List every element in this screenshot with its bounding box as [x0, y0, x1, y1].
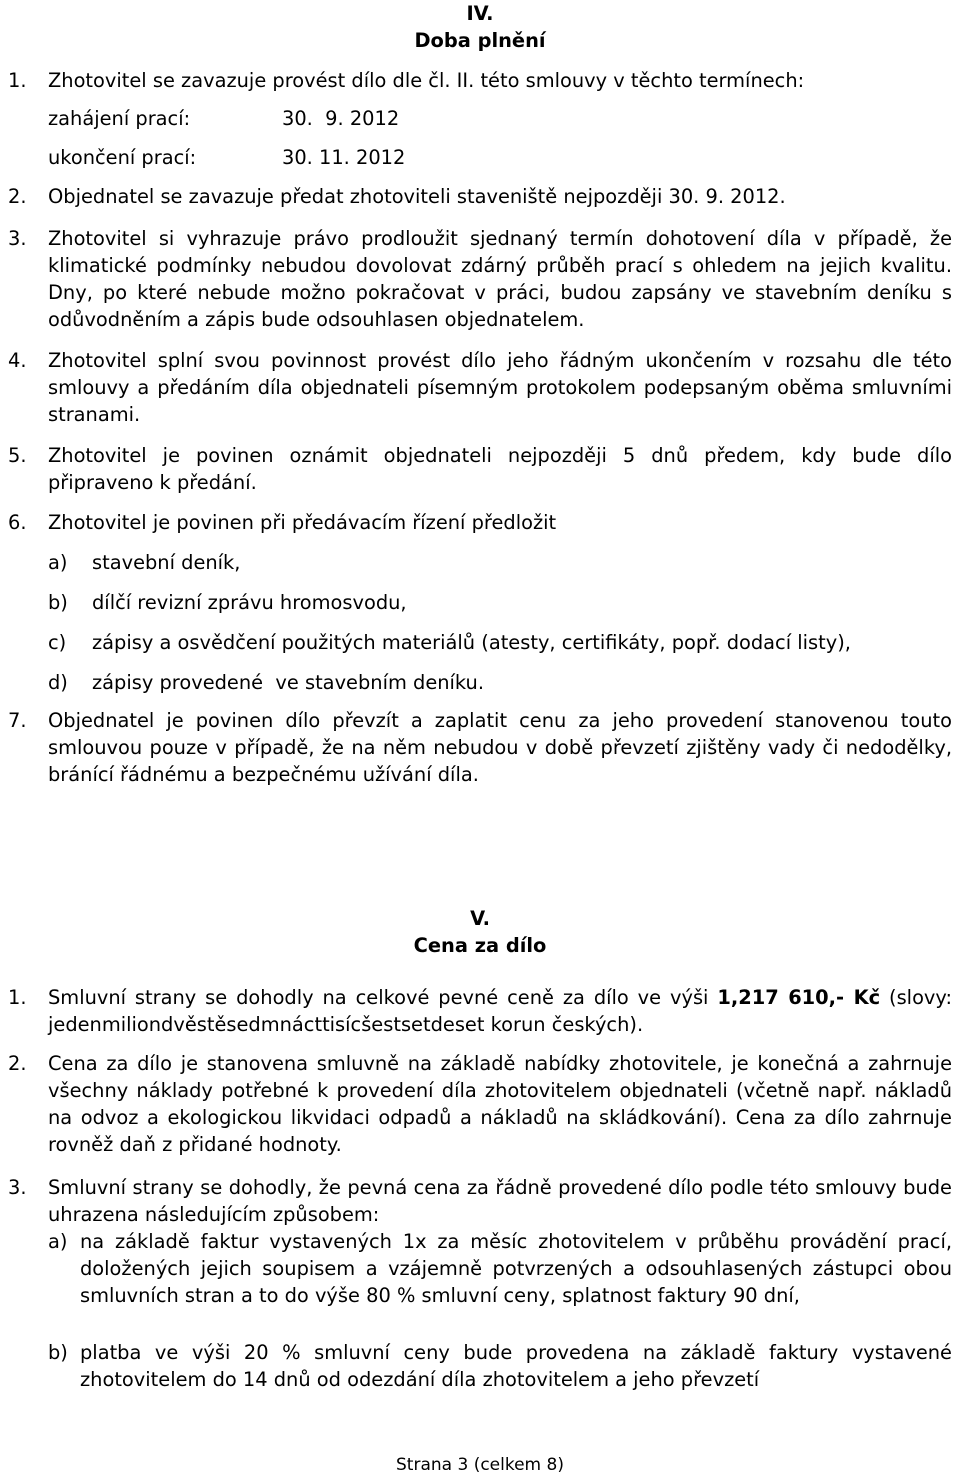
item-number: 6. [8, 511, 27, 534]
payment-item-b [48, 1339, 952, 1393]
list-item-a [48, 549, 952, 576]
list-text: dílčí revizní zprávu hromosvodu, [92, 591, 407, 614]
section-iv-title: Doba plnění [414, 29, 546, 52]
item-text: Zhotovitel splní svou povinnost provést dílo jeho řádným ukončením v rozsahu dle této smlouvy a předáním díla objednateli písemným protokolem podepsaným oběma smluvními stranami. [48, 349, 952, 426]
item-text: Zhotovitel je povinen oznámit objednateli nejpozději 5 dnů předem, kdy bude dílo připraveno k předání. [48, 444, 952, 494]
item-number: 4. [8, 349, 27, 372]
list-letter: d) [48, 671, 68, 694]
item-number: 3. [8, 227, 27, 250]
section-iv-item-3 [8, 225, 952, 333]
item-text: Smluvní strany se dohodly, že pevná cena za řádně provedené dílo podle této smlouvy bude uhrazena následujícím způsobem: [48, 1176, 952, 1226]
section-v-number: V. [470, 907, 490, 930]
item-text [48, 984, 952, 1038]
item-text: Zhotovitel si vyhrazuje právo prodloužit sjednaný termín dohotovení díla v případě, že klimatické podmínky nebudou dovolovat zdárný průběh prací s ohledem na jejich kvalitu. Dny, po které nebude možno pokračovat v práci, budou zapsány ve stavebním deníku s odůvodněním a zápis bude odsouhlasen objednatelem. [48, 227, 952, 331]
list-item-c [48, 629, 952, 656]
list-letter: a) [48, 1230, 68, 1253]
item-number: 5. [8, 444, 27, 467]
item-text: Objednatel je povinen dílo převzít a zaplatit cenu za jeho provedení stanovenou touto smlouvou pouze v případě, že na něm nebudou v době převzetí zjištěny vady či nedodělky, bránící řádnému a bezpečnému užívání díla. [48, 709, 952, 786]
item-text: Cena za dílo je stanovena smluvně na základě nabídky zhotovitele, je konečná a zahrnuje všechny náklady potřebné k provedení díla zhotovitelem objednateli (včetně např. nákladů na odvoz a ekologickou likvidaci odpadů a nákladů na skládkování). Cena za dílo zahrnuje rovněž daň z přidané hodnoty. [48, 1052, 952, 1156]
list-item-b [48, 589, 952, 616]
item-number: 2. [8, 1052, 27, 1075]
page-footer: Strana 3 (celkem 8) [396, 1455, 564, 1475]
start-date-row [48, 105, 399, 132]
section-iv-item-2 [8, 183, 952, 210]
list-text: zápisy a osvědčení použitých materiálů (atesty, certifikáty, popř. dodací listy), [92, 631, 851, 654]
end-date-row [48, 144, 405, 171]
list-item-d [48, 669, 952, 696]
section-iv-item-5 [8, 442, 952, 496]
section-iv-item-4 [8, 347, 952, 428]
start-date: 30. 9. 2012 [282, 107, 400, 130]
item-number: 7. [8, 709, 27, 732]
end-date: 30. 11. 2012 [282, 146, 406, 169]
section-v-item-2 [8, 1050, 952, 1158]
section-iv-number: IV. [466, 2, 494, 25]
section-v-item-1 [8, 984, 952, 1038]
section-iv-item-1 [8, 67, 952, 94]
item-text: Zhotovitel je povinen při předávacím řízení předložit [48, 511, 557, 534]
section-iv-item-7 [8, 707, 952, 788]
list-letter: a) [48, 551, 68, 574]
payment-item-a [48, 1228, 952, 1309]
price-amount: 1,217 610,- Kč [717, 986, 881, 1009]
list-letter: b) [48, 591, 68, 614]
list-letter: c) [48, 631, 67, 654]
item-text: Objednatel se zavazuje předat zhotoviteli staveniště nejpozději 30. 9. 2012. [48, 185, 786, 208]
price-text-before: Smluvní strany se dohodly na celkové pevné ceně za dílo ve výši [48, 986, 718, 1009]
list-text: stavební deník, [92, 551, 241, 574]
item-number: 1. [8, 986, 27, 1009]
item-number: 1. [8, 69, 27, 92]
list-text: zápisy provedené ve stavebním deníku. [92, 671, 485, 694]
section-v-item-3 [8, 1174, 952, 1228]
section-v-title: Cena za dílo [413, 934, 547, 957]
start-label: zahájení prací: [48, 107, 191, 130]
list-text: platba ve výši 20 % smluvní ceny bude provedena na základě faktury vystavené zhotovitelem do 14 dnů od odezdání díla zhotovitelem a jeho převzetí [80, 1341, 952, 1391]
price-text-after: (slovy: jedenmiliondvěstěsedmnácttisícšestsetdeset korun českých). [48, 986, 953, 1036]
item-text: Zhotovitel se zavazuje provést dílo dle čl. II. této smlouvy v těchto termínech: [48, 69, 805, 92]
item-number: 2. [8, 185, 27, 208]
item-number: 3. [8, 1176, 27, 1199]
list-text: na základě faktur vystavených 1x za měsíc zhotovitelem v průběhu provádění prací, doložených jejich soupisem a vzájemně potvrzených a odsouhlasených zástupci obou smluvních stran a to do výše 80 % smluvní ceny, splatnost faktury 90 dní, [80, 1230, 952, 1307]
list-letter: b) [48, 1341, 68, 1364]
section-iv-item-6 [8, 509, 952, 536]
end-label: ukončení prací: [48, 146, 197, 169]
